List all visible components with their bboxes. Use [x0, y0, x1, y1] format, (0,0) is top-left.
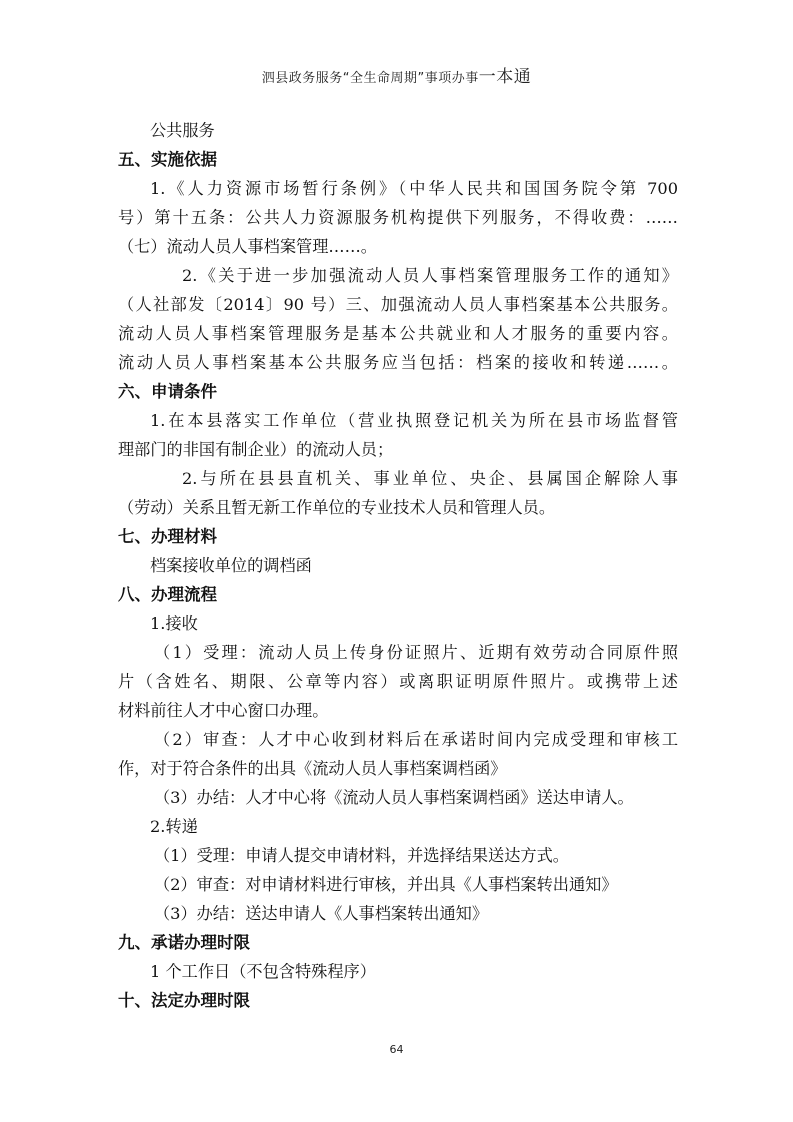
text-line: 作，对于符合条件的出具《流动人员人事档案调档函》	[118, 759, 507, 778]
text-line: （七）流动人员人事档案管理……。	[118, 237, 377, 256]
text-line: 1.《人力资源市场暂行条例》（中华人民共和国国务院令第 700	[150, 179, 678, 198]
text-line: （2）审查：对申请材料进行审核，并出具《人事档案转出通知》	[154, 875, 618, 894]
text-line: 1.接收	[150, 614, 198, 633]
text-line: 流动人员人事档案基本公共服务应当包括：档案的接收和转递……。	[118, 353, 678, 372]
text-line: （3）办结：送达申请人《人事档案转出通知》	[154, 904, 489, 923]
page-header	[0, 62, 793, 87]
text-line: 1.在本县落实工作单位（营业执照登记机关为所在县市场监督管	[150, 411, 678, 430]
section-heading: 六、申请条件	[118, 382, 217, 401]
section-heading: 五、实施依据	[118, 150, 217, 169]
text-line: 2.与所在县县直机关、事业单位、央企、县属国企解除人事	[182, 469, 678, 488]
header-title: 泗县政务服务“全生命周期”事项办事	[261, 71, 479, 86]
text-line: 2.转递	[150, 817, 198, 836]
text-line: 流动人员人事档案管理服务是基本公共就业和人才服务的重要内容。	[118, 324, 678, 343]
text-line: 公共服务	[150, 121, 215, 140]
section-heading: 十、法定办理时限	[118, 991, 250, 1010]
text-line: （1）受理：申请人提交申请材料，并选择结果送达方式。	[154, 846, 569, 865]
text-line: （人社部发〔2014〕90 号）三、加强流动人员人事档案基本公共服务。	[118, 295, 678, 314]
text-line: 号）第十五条：公共人力资源服务机构提供下列服务，不得收费：……	[118, 208, 678, 227]
text-line: （1）受理：流动人员上传身份证照片、近期有效劳动合同原件照	[154, 643, 678, 662]
text-line: 2.《关于进一步加强流动人员人事档案管理服务工作的通知》	[182, 266, 678, 285]
text-line: （劳动）关系且暂无新工作单位的专业技术人员和管理人员。	[118, 498, 556, 517]
text-line: 材料前往人才中心窗口办理。	[118, 701, 329, 720]
page-number: 64	[389, 1043, 404, 1056]
section-heading: 八、办理流程	[118, 585, 217, 604]
text-line: 档案接收单位的调档函	[150, 556, 312, 575]
text-line: 片（含姓名、期限、公章等内容）或离职证明原件照片。或携带上述	[118, 672, 678, 691]
section-heading: 七、办理材料	[118, 527, 217, 546]
text-line: 1 个工作日（不包含特殊程序）	[150, 962, 376, 981]
text-line: （3）办结：人才中心将《流动人员人事档案调档函》送达申请人。	[154, 788, 634, 807]
document-body	[118, 116, 678, 1015]
text-line: （2）审查：人才中心收到材料后在承诺时间内完成受理和审核工	[154, 730, 678, 749]
header-title-suffix: 一本通	[478, 67, 532, 87]
section-heading: 九、承诺办理时限	[118, 933, 250, 952]
text-line: 理部门的非国有制企业）的流动人员；	[118, 440, 394, 459]
